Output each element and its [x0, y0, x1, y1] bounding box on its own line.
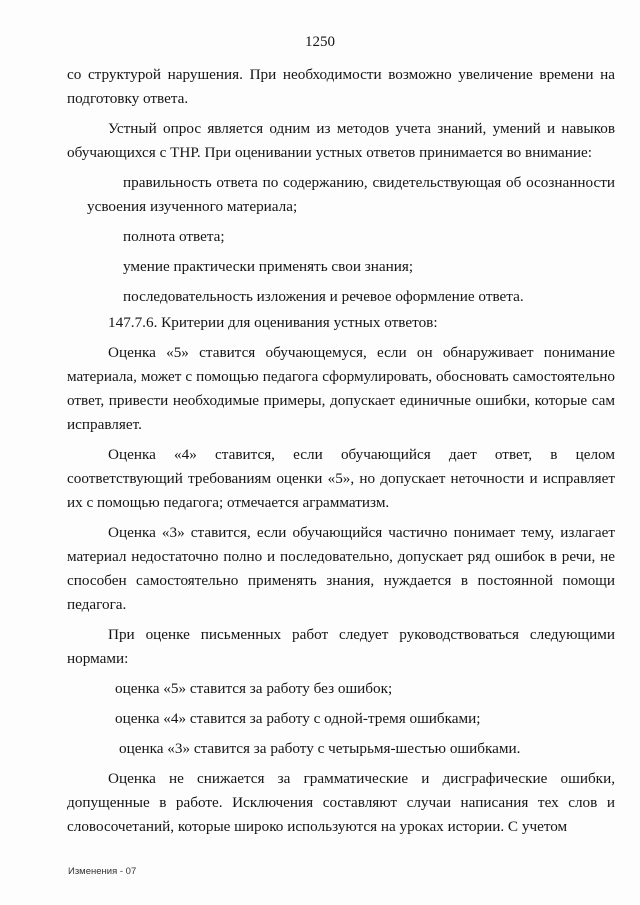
paragraph: Оценка «5» ставится обучающемуся, если он обнаруживает понимание материала, может с помощью педагога сформулировать, обосновать самостоятельно ответ, привести необходимые примеры, допускает единичные ошибки, которые сам исправляет.: [67, 344, 615, 433]
page-number: 1250: [305, 34, 335, 50]
paragraph: Оценка «3» ставится, если обучающийся частично понимает тему, излагает материал недостаточно полно и последовательно, допускает ряд ошибок в речи, не способен самостоятельно применять знания, нуждается в постоянной помощи педагога.: [67, 524, 615, 613]
paragraph: Устный опрос является одним из методов учета знаний, умений и навыков обучающихся с ТНР. При оценивании устных ответов принимается во внимание:: [67, 120, 615, 161]
list-item: полнота ответа;: [123, 228, 225, 245]
list-item: оценка «5» ставится за работу без ошибок;: [115, 680, 393, 697]
paragraph: Оценка «4» ставится, если обучающийся дает ответ, в целом соответствующий требованиям оценки «5», но допускает неточности и исправляет их с помощью педагога; отмечается аграмматизм.: [67, 446, 615, 511]
document-body: [67, 63, 615, 839]
list-item: последовательность изложения и речевое оформление ответа.: [123, 288, 524, 305]
paragraph: При оценке письменных работ следует руководствоваться следующими нормами:: [67, 626, 615, 667]
section-heading: 147.7.6. Критерии для оценивания устных ответов:: [108, 314, 438, 331]
list-item: оценка «4» ставится за работу с одной-тремя ошибками;: [115, 710, 481, 727]
footer-note: Изменения - 07: [68, 866, 137, 877]
paragraph: со структурой нарушения. При необходимости возможно увеличение времени на подготовку ответа.: [67, 66, 615, 107]
list-item: правильность ответа по содержанию, свидетельствующая об осознанности усвоения изученного материала;: [87, 174, 615, 215]
paragraph: Оценка не снижается за грамматические и дисграфические ошибки, допущенные в работе. Исключения составляют случаи написания тех слов и словосочетаний, которые широко используются на уроках истории. С учетом: [67, 770, 615, 835]
list-item: умение практически применять свои знания;: [123, 258, 414, 275]
list-item: оценка «3» ставится за работу с четырьмя-шестью ошибками.: [119, 740, 521, 757]
